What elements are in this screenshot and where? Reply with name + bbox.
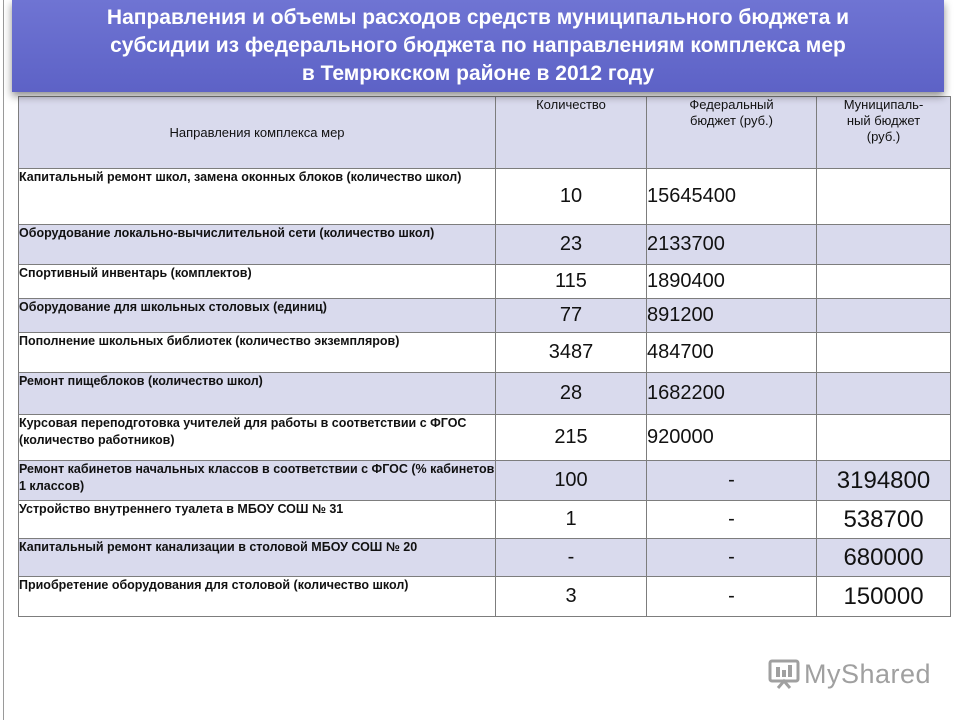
- budget-table: [18, 96, 951, 617]
- cell-direction: Оборудование локально-вычислительной сети (количество школ): [19, 225, 496, 265]
- cell-direction: Устройство внутреннего туалета в МБОУ СОШ № 31: [19, 501, 496, 539]
- cell-direction: Спортивный инвентарь (комплектов): [19, 265, 496, 299]
- cell-municipal: 150000: [817, 577, 951, 617]
- cell-quantity: 3: [496, 577, 647, 617]
- cell-federal: 891200: [647, 299, 817, 333]
- cell-quantity: 115: [496, 265, 647, 299]
- cell-municipal: [817, 415, 951, 461]
- cell-quantity: 3487: [496, 333, 647, 373]
- cell-direction: Пополнение школьных библиотек (количество экземпляров): [19, 333, 496, 373]
- cell-direction: Капитальный ремонт школ, замена оконных блоков (количество школ): [19, 169, 496, 225]
- header-direction: Направления комплекса мер: [19, 97, 496, 169]
- cell-quantity: 10: [496, 169, 647, 225]
- header-quantity: Количество: [496, 97, 647, 169]
- cell-quantity: 215: [496, 415, 647, 461]
- presentation-screen-icon: [768, 658, 800, 690]
- table-row: [19, 333, 951, 373]
- cell-municipal: [817, 373, 951, 415]
- cell-quantity: -: [496, 539, 647, 577]
- cell-quantity: 77: [496, 299, 647, 333]
- cell-direction: Ремонт пищеблоков (количество школ): [19, 373, 496, 415]
- cell-quantity: 28: [496, 373, 647, 415]
- cell-federal: 484700: [647, 333, 817, 373]
- cell-municipal: 538700: [817, 501, 951, 539]
- cell-municipal: [817, 265, 951, 299]
- slide-edge-rule: [3, 0, 4, 720]
- cell-direction: Приобретение оборудования для столовой (количество школ): [19, 577, 496, 617]
- myshared-watermark: [768, 656, 931, 692]
- slide-title-banner: [12, 0, 944, 92]
- cell-quantity: 1: [496, 501, 647, 539]
- cell-quantity: 100: [496, 461, 647, 501]
- cell-direction: Капитальный ремонт канализации в столовой МБОУ СОШ № 20: [19, 539, 496, 577]
- title-line-2: субсидии из федерального бюджета по направлениям комплекса мер: [110, 34, 846, 57]
- header-municipal-budget: Муниципаль- ный бюджет (руб.): [817, 97, 951, 169]
- table-row: [19, 265, 951, 299]
- cell-federal: 15645400: [647, 169, 817, 225]
- table-row: [19, 501, 951, 539]
- cell-federal: -: [647, 577, 817, 617]
- cell-quantity: 23: [496, 225, 647, 265]
- cell-municipal: 680000: [817, 539, 951, 577]
- table-row: [19, 539, 951, 577]
- cell-municipal: [817, 225, 951, 265]
- cell-federal: -: [647, 539, 817, 577]
- cell-federal: 2133700: [647, 225, 817, 265]
- watermark-text: MyShared: [804, 658, 932, 689]
- cell-federal: 920000: [647, 415, 817, 461]
- table-row: [19, 169, 951, 225]
- table-header-row: [19, 97, 951, 169]
- table-row: [19, 225, 951, 265]
- table-row: [19, 415, 951, 461]
- cell-direction: Оборудование для школьных столовых (единиц): [19, 299, 496, 333]
- header-federal-budget: Федеральный бюджет (руб.): [647, 97, 817, 169]
- title-line-3: в Темрюкском районе в 2012 году: [301, 62, 655, 85]
- cell-direction: Курсовая переподготовка учителей для работы в соответствии с ФГОС (количество работников): [19, 415, 496, 461]
- cell-direction: Ремонт кабинетов начальных классов в соответствии с ФГОС (% кабинетов 1 классов): [19, 461, 496, 501]
- cell-municipal: [817, 333, 951, 373]
- table-row: [19, 577, 951, 617]
- table-row: [19, 373, 951, 415]
- cell-municipal: [817, 169, 951, 225]
- title-line-1: Направления и объемы расходов средств муниципального бюджета и: [106, 6, 850, 29]
- cell-federal: 1682200: [647, 373, 817, 415]
- table-row: [19, 461, 951, 501]
- cell-municipal: [817, 299, 951, 333]
- cell-federal: 1890400: [647, 265, 817, 299]
- cell-municipal: 3194800: [817, 461, 951, 501]
- table-row: [19, 299, 951, 333]
- cell-federal: -: [647, 461, 817, 501]
- cell-federal: -: [647, 501, 817, 539]
